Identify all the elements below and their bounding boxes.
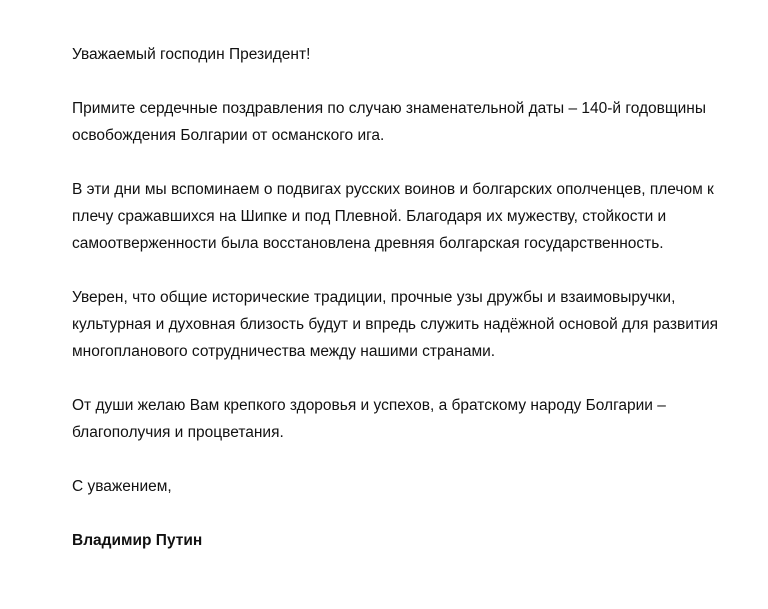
- letter-paragraph-cooperation: Уверен, что общие исторические традиции, прочные узы дружбы и взаимовыручки, культурная и духовная близость будут и впредь служить надёжной основой для развития многопланового сотрудничества между нашими странами.: [72, 289, 719, 360]
- letter-paragraph-history: В эти дни мы вспоминаем о подвигах русских воинов и болгарских ополченцев, плечом к плечу сражавшихся на Шипке и под Плевной. Благодаря их мужеству, стойкости и самоотверженности была восстановлена древняя болгарская государственность.: [72, 181, 714, 252]
- letter-closing: С уважением,: [72, 478, 172, 495]
- letter-paragraph-wishes: От души желаю Вам крепкого здоровья и успехов, а братскому народу Болгарии – благополучия и процветания.: [72, 397, 666, 441]
- letter-paragraph-congratulations: Примите сердечные поздравления по случаю знаменательной даты – 140-й годовщины освобождения Болгарии от османского ига.: [72, 100, 707, 144]
- letter-greeting: Уважаемый господин Президент!: [72, 46, 311, 63]
- letter-body: [72, 41, 732, 554]
- letter-signature: Владимир Путин: [72, 532, 203, 549]
